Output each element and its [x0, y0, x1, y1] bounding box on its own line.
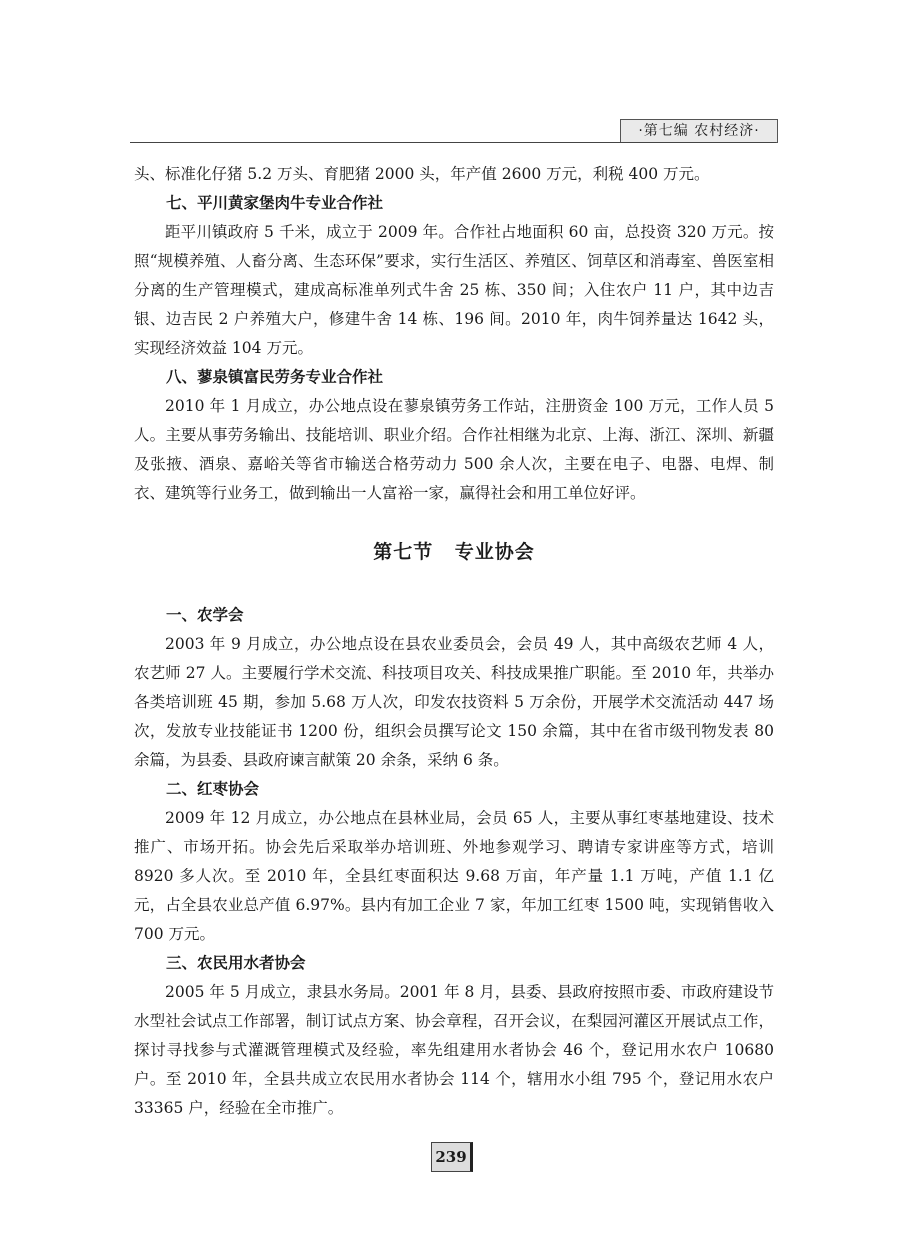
association-2-body: 2009 年 12 月成立，办公地点在县林业局，会员 65 人，主要从事红枣基地建设、技术推广、市场开拓。协会先后采取举办培训班、外地参观学习、聘请专家讲座等方式，培训 8920 多人次。至 2010 年，全县红枣面积达 9.68 万亩，年产量 1.1 万吨，产值 1.1 亿元，占全县农业总产值 6.97%。县内有加工企业 7 家，年加工红枣 1500 吨，实现销售收入 700 万元。 [134, 809, 774, 943]
association-3-heading: 三、农民用水者协会 [166, 954, 306, 972]
association-3-body: 2005 年 5 月成立，隶县水务局。2001 年 8 月，县委、县政府按照市委、市政府建设节水型社会试点工作部署，制订试点方案、协会章程，召开会议，在梨园河灌区开展试点工作，探讨寻找参与式灌溉管理模式及经验，率先组建用水者协会 46 个，登记用水农户 10680 户。至 2010 年，全县共成立农民用水者协会 114 个，辖用水小组 795 个，登记用水农户 33365 户，经验在全市推广。 [134, 983, 774, 1117]
running-header-tag: ·第七编 农村经济· [620, 119, 778, 143]
header-rule [130, 142, 776, 143]
page-number: 239 [431, 1142, 473, 1172]
section-title: 第七节 专业协会 [373, 541, 535, 563]
coop-8-heading: 八、蓼泉镇富民劳务专业合作社 [166, 368, 384, 386]
coop-7-body: 距平川镇政府 5 千米，成立于 2009 年。合作社占地面积 60 亩，总投资 320 万元。按照“规模养殖、人畜分离、生态环保”要求，实行生活区、养殖区、饲草区和消毒室、兽医室相分离的生产管理模式，建成高标准单列式牛舍 25 栋、350 间；入住农户 11 户，其中边吉银、边吉民 2 户养殖大户，修建牛舍 14 栋、196 间。2010 年，肉牛饲养量达 1642 头，实现经济效益 104 万元。 [134, 223, 774, 357]
association-2-heading: 二、红枣协会 [166, 780, 260, 798]
intro-paragraph: 头、标准化仔猪 5.2 万头、育肥猪 2000 头，年产值 2600 万元，利税 400 万元。 [134, 165, 710, 183]
association-1-heading: 一、农学会 [166, 606, 244, 624]
association-1-body: 2003 年 9 月成立，办公地点设在县农业委员会，会员 49 人，其中高级农艺师 4 人，农艺师 27 人。主要履行学术交流、科技项目攻关、科技成果推广职能。至 2010 年，共举办各类培训班 45 期，参加 5.68 万人次，印发农技资料 5 万余份，开展学术交流活动 447 场次，发放专业技能证书 1200 份，组织会员撰写论文 150 余篇，其中在省市级刊物发表 80 余篇，为县委、县政府谏言献策 20 余条，采纳 6 条。 [134, 635, 774, 769]
coop-8-body: 2010 年 1 月成立，办公地点设在蓼泉镇劳务工作站，注册资金 100 万元，工作人员 5 人。主要从事劳务输出、技能培训、职业介绍。合作社相继为北京、上海、浙江、深圳、新疆及张掖、酒泉、嘉峪关等省市输送合格劳动力 500 余人次，主要在电子、电器、电焊、制衣、建筑等行业务工，做到输出一人富裕一家，赢得社会和用工单位好评。 [134, 397, 774, 502]
page-body [134, 160, 774, 1123]
coop-7-heading: 七、平川黄家堡肉牛专业合作社 [166, 194, 384, 212]
